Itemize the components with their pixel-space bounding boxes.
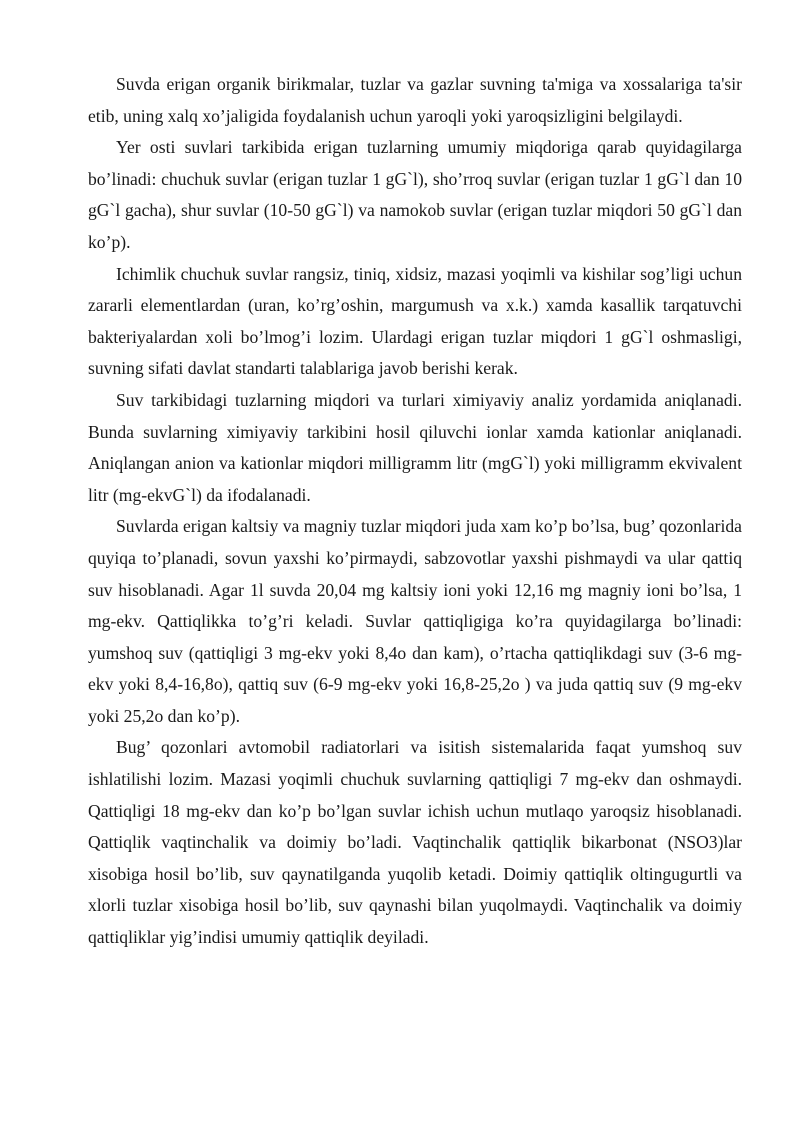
- document-page: [88, 69, 742, 954]
- paragraph-chemical-analysis: Suv tarkibidagi tuzlarning miqdori va turlari ximiyaviy analiz yordamida aniqlanadi. Bunda suvlarning ximiyaviy tarkibini hosil qiluvchi ionlar xamda kationlar aniqlanadi. Aniqlangan anion va kationlar miqdori milligramm litr (mgG`l) yoki milligramm ekvivalent litr (mg-ekvG`l) da ifodalanadi.: [88, 389, 742, 505]
- paragraph-groundwater-classification: Yer osti suvlari tarkibida erigan tuzlarning umumiy miqdoriga qarab quyidagilarga bo’linadi: chuchuk suvlar (erigan tuzlar 1 gG`l), sho’rroq suvlar (erigan tuzlar 1 gG`l dan 10 gG`l gacha), shur suvlar (10-50 gG`l) va namokob suvlar (erigan tuzlar miqdori 50 gG`l dan ko’p).: [88, 137, 742, 252]
- paragraph-water-hardness: Suvlarda erigan kaltsiy va magniy tuzlar miqdori juda xam ko’p bo’lsa, bug’ qozonlarida quyiqa to’planadi, sovun yaxshi ko’pirmaydi, sabzovotlar yaxshi pishmaydi va ular qattiq suv hisoblanadi. Agar 1l suvda 20,04 mg kaltsiy ioni yoki 12,16 mg magniy ioni bo’lsa, 1 mg-ekv. Qattiqlikka to’g’ri keladi. Suvlar qattiqligiga ko’ra quyidagilarga bo’linadi: yumshoq suv (qattiqligi 3 mg-ekv yoki 8,4o dan kam), o’rtacha qattiqlikdagi suv (3-6 mg-ekv yoki 8,4-16,8o), qattiq suv (6-9 mg-ekv yoki 16,8-25,2o ) va juda qattiq suv (9 mg-ekv yoki 25,2o dan ko’p).: [88, 516, 742, 726]
- paragraph-drinking-water: Ichimlik chuchuk suvlar rangsiz, tiniq, xidsiz, mazasi yoqimli va kishilar sog’ligi uchun zararli elementlardan (uran, ko’rg’oshin, margumush va x.k.) xamda kasallik tarqatuvchi bakteriyalardan xoli bo’lmog’i lozim. Ulardagi erigan tuzlar miqdori 1 gG`l oshmasligi, suvning sifati davlat standarti talablariga javob berishi kerak.: [88, 263, 742, 379]
- paragraph-organic-compounds: Suvda erigan organik birikmalar, tuzlar va gazlar suvning ta'miga va xossalariga ta'sir etib, uning xalq xo’jaligida foydalanish uchun yaroqli yoki yaroqsizligini belgilaydi.: [88, 74, 742, 126]
- paragraph-hardness-types: Bug’ qozonlari avtomobil radiatorlari va isitish sistemalarida faqat yumshoq suv ishlatilishi lozim. Mazasi yoqimli chuchuk suvlarning qattiqligi 7 mg-ekv dan oshmaydi. Qattiqligi 18 mg-ekv dan ko’p bo’lgan suvlar ichish uchun mutlaqo yaroqsiz hisoblanadi. Qattiqlik vaqtinchalik va doimiy bo’ladi. Vaqtinchalik qattiqlik bikarbonat (NSO3)lar xisobiga hosil bo’lib, suv qaynatilganda yuqolib ketadi. Doimiy qattiqlik oltingugurtli va xlorli tuzlar xisobiga hosil bo’lib, suv qaynashi bilan yuqolmaydi. Vaqtinchalik va doimiy qattiqliklar yig’indisi umumiy qattiqlik deyiladi.: [88, 737, 742, 948]
